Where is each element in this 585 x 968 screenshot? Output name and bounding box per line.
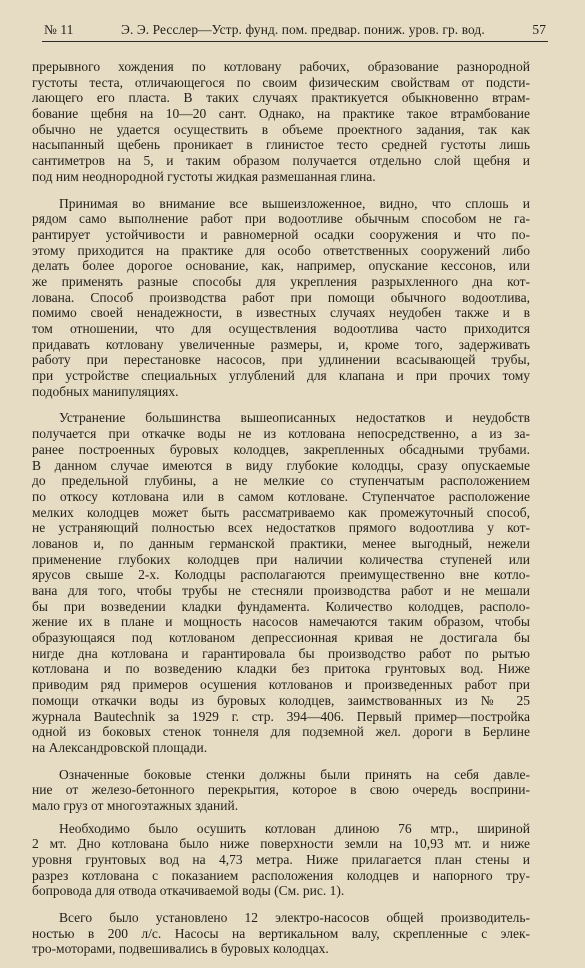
- text-line: при устройстве специальных углублений для клапана и при прочих тому: [32, 368, 530, 384]
- text-line: ярусов свыше 2-х. Колодцы располагаются преимущественно вне котло-: [32, 567, 530, 583]
- text-line: насыпанный щебень проникает в глинистое тесто средней густоты лишь: [32, 137, 530, 153]
- text-line: одной из боковых стенок тоннеля для подземной жел. дороги в Берлине: [32, 724, 530, 740]
- text-line: Необходимо было осушить котлован длиною 76 мтр., шириной: [59, 820, 530, 836]
- text-line: разрез котлована с показанием расположения колодцев и напорного тру-: [32, 867, 530, 883]
- text-line: жение их в плане и мощность насосов намечаются таким образом, чтобы: [32, 614, 530, 630]
- text-line: В данном случае имеются в виду глубокие колодцы, сразу опускаемые: [32, 457, 530, 473]
- text-line: Принимая во внимание все вышеизложенное, видно, что сплошь и: [59, 195, 530, 211]
- text-line: делать более дорогое основание, как, например, опускание кессонов, или: [32, 258, 530, 274]
- paragraph: [32, 410, 530, 755]
- text-line: бование щебня на 10—20 сант. Однако, на практике такое втрамбование: [32, 106, 530, 122]
- text-line: 2 мт. Дно котлована было ниже поверхности земли на 10,93 мт. и ниже: [32, 836, 530, 852]
- running-title: Э. Э. Ресслер—Устр. фунд. пом. предвар. пониж. уров. гр. вод.: [121, 22, 485, 37]
- text-line: густоты теста, отличающегося по своим физическим свойствам от подсти-: [32, 74, 530, 90]
- text-line: приводим ряд примеров осушения котлованов и произведенных работ при: [32, 677, 530, 693]
- paragraph: [32, 821, 530, 899]
- text-line: лованов и, по данным германской практики, менее выгодный, нежели: [32, 535, 530, 551]
- text-line: по откосу котлована или в самом котловане. Ступенчатое расположение: [32, 488, 530, 504]
- text-line: работу при перестановке насосов, при удлинении всасывающей трубы,: [32, 352, 530, 368]
- text-line: том отношении, что для осуществления водоотлива часто приходится: [32, 321, 530, 336]
- text-line: лающего его пласта. В таких случаях практикуется обыкновенно втрам-: [32, 90, 530, 106]
- text-line: вана для того, чтобы трубы не стесняли производства работ и не мешали: [32, 583, 530, 598]
- text-line: подобных манипуляциях.: [32, 383, 179, 399]
- text-line: ние от железо-бетонного перекрытия, которое в свою очередь восприни-: [32, 782, 530, 798]
- paragraph: [32, 59, 530, 185]
- text-line: бы при возведении кладки фундамента. Количество колодцев, располо-: [32, 598, 530, 614]
- text-line: прерывного хождения по котловану рабочих, образование разнородной: [32, 59, 530, 74]
- text-line: ностью в 200 л/с. Насосы на вертикальном валу, скрепленные с элек-: [32, 925, 530, 941]
- text-line: лована. Способ производства работ при помощи обычного водоотлива,: [32, 289, 530, 305]
- text-line: образующаяся под котлованом депрессионная кривая не достигала бы: [32, 630, 530, 646]
- text-line: до предельной глубины, а не мелкие со ступенчатым расположением: [32, 473, 530, 489]
- text-line: не устраняющий полностью всех недостатков прямого водоотлива у кот-: [32, 520, 530, 536]
- article-body: [32, 59, 530, 968]
- paragraph: [32, 910, 530, 957]
- text-line: помощи откачки воды из буровых колодцев, заимствованных из № 25: [32, 692, 530, 708]
- text-line: помимо своей ненадежности, в известных случаях неудобен также и в: [32, 305, 530, 321]
- text-line: Устранение большинства вышеописанных недостатков и неудобств: [59, 410, 530, 426]
- paragraph: [32, 196, 530, 400]
- paragraph: [32, 767, 530, 814]
- text-line: Всего было установлено 12 электро-насосов общей производитель-: [59, 910, 530, 926]
- text-line: на Александровской площади.: [32, 739, 208, 755]
- text-line: нигде дна котлована и гарантировала бы производство работ по рытью: [32, 645, 530, 661]
- text-line: тро-моторами, подвешивались в буровых колодцах.: [32, 941, 329, 957]
- text-line: мелких колодцев может быть рассматриваемо как промежуточный способ,: [32, 504, 530, 520]
- text-line: Означенные боковые стенки должны были принять на себя давле-: [59, 766, 530, 782]
- text-line: ранее построенных буровых колодцев, закрепленных обсадными трубами.: [32, 441, 530, 457]
- text-line: обычно не удается осуществить в объеме проектного задания, так как: [32, 121, 530, 137]
- text-line: сантиметров на 5, и таким образом получается отдельно слой щебня и: [32, 153, 530, 169]
- text-line: мало груз от многоэтажных зданий.: [32, 797, 239, 813]
- text-line: придавать котловану увеличенные размеры, и, кроме того, задерживать: [32, 336, 530, 352]
- text-line: уровня грунтовых вод на 4,73 метра. Ниже прилагается план стены и: [32, 852, 530, 867]
- text-line: бопровода для отвода откачиваемой воды (См. рис. 1).: [32, 883, 345, 899]
- page-number: 57: [532, 22, 546, 37]
- header-rule: [42, 41, 548, 42]
- issue-number: № 11: [44, 22, 74, 37]
- text-line: же применять разные способы для укрепления разрыхленного дна кот-: [32, 273, 530, 289]
- text-line: котлована и по возведению кладки без притока грунтовых вод. Ниже: [32, 661, 530, 677]
- text-line: рядом само выполнение работ при водоотливе обычным способом не га-: [32, 211, 530, 227]
- text-line: рантирует устойчивости и равномерной осадки сооружения и что по-: [32, 226, 530, 242]
- text-line: этому приходится на практике для особо ответственных сооружений либо: [32, 242, 530, 258]
- text-line: журнала Bautechnik за 1929 г. стр. 394—406. Первый пример—постройка: [32, 708, 530, 724]
- text-line: под ним неоднородной густоты жидкая размешанная глина.: [32, 168, 376, 184]
- running-header: [44, 22, 546, 38]
- text-line: применение глубоких колодцев при наличии количества ступеней или: [32, 551, 530, 567]
- text-line: получается при откачке воды не из котлована непосредственно, а из за-: [32, 426, 530, 442]
